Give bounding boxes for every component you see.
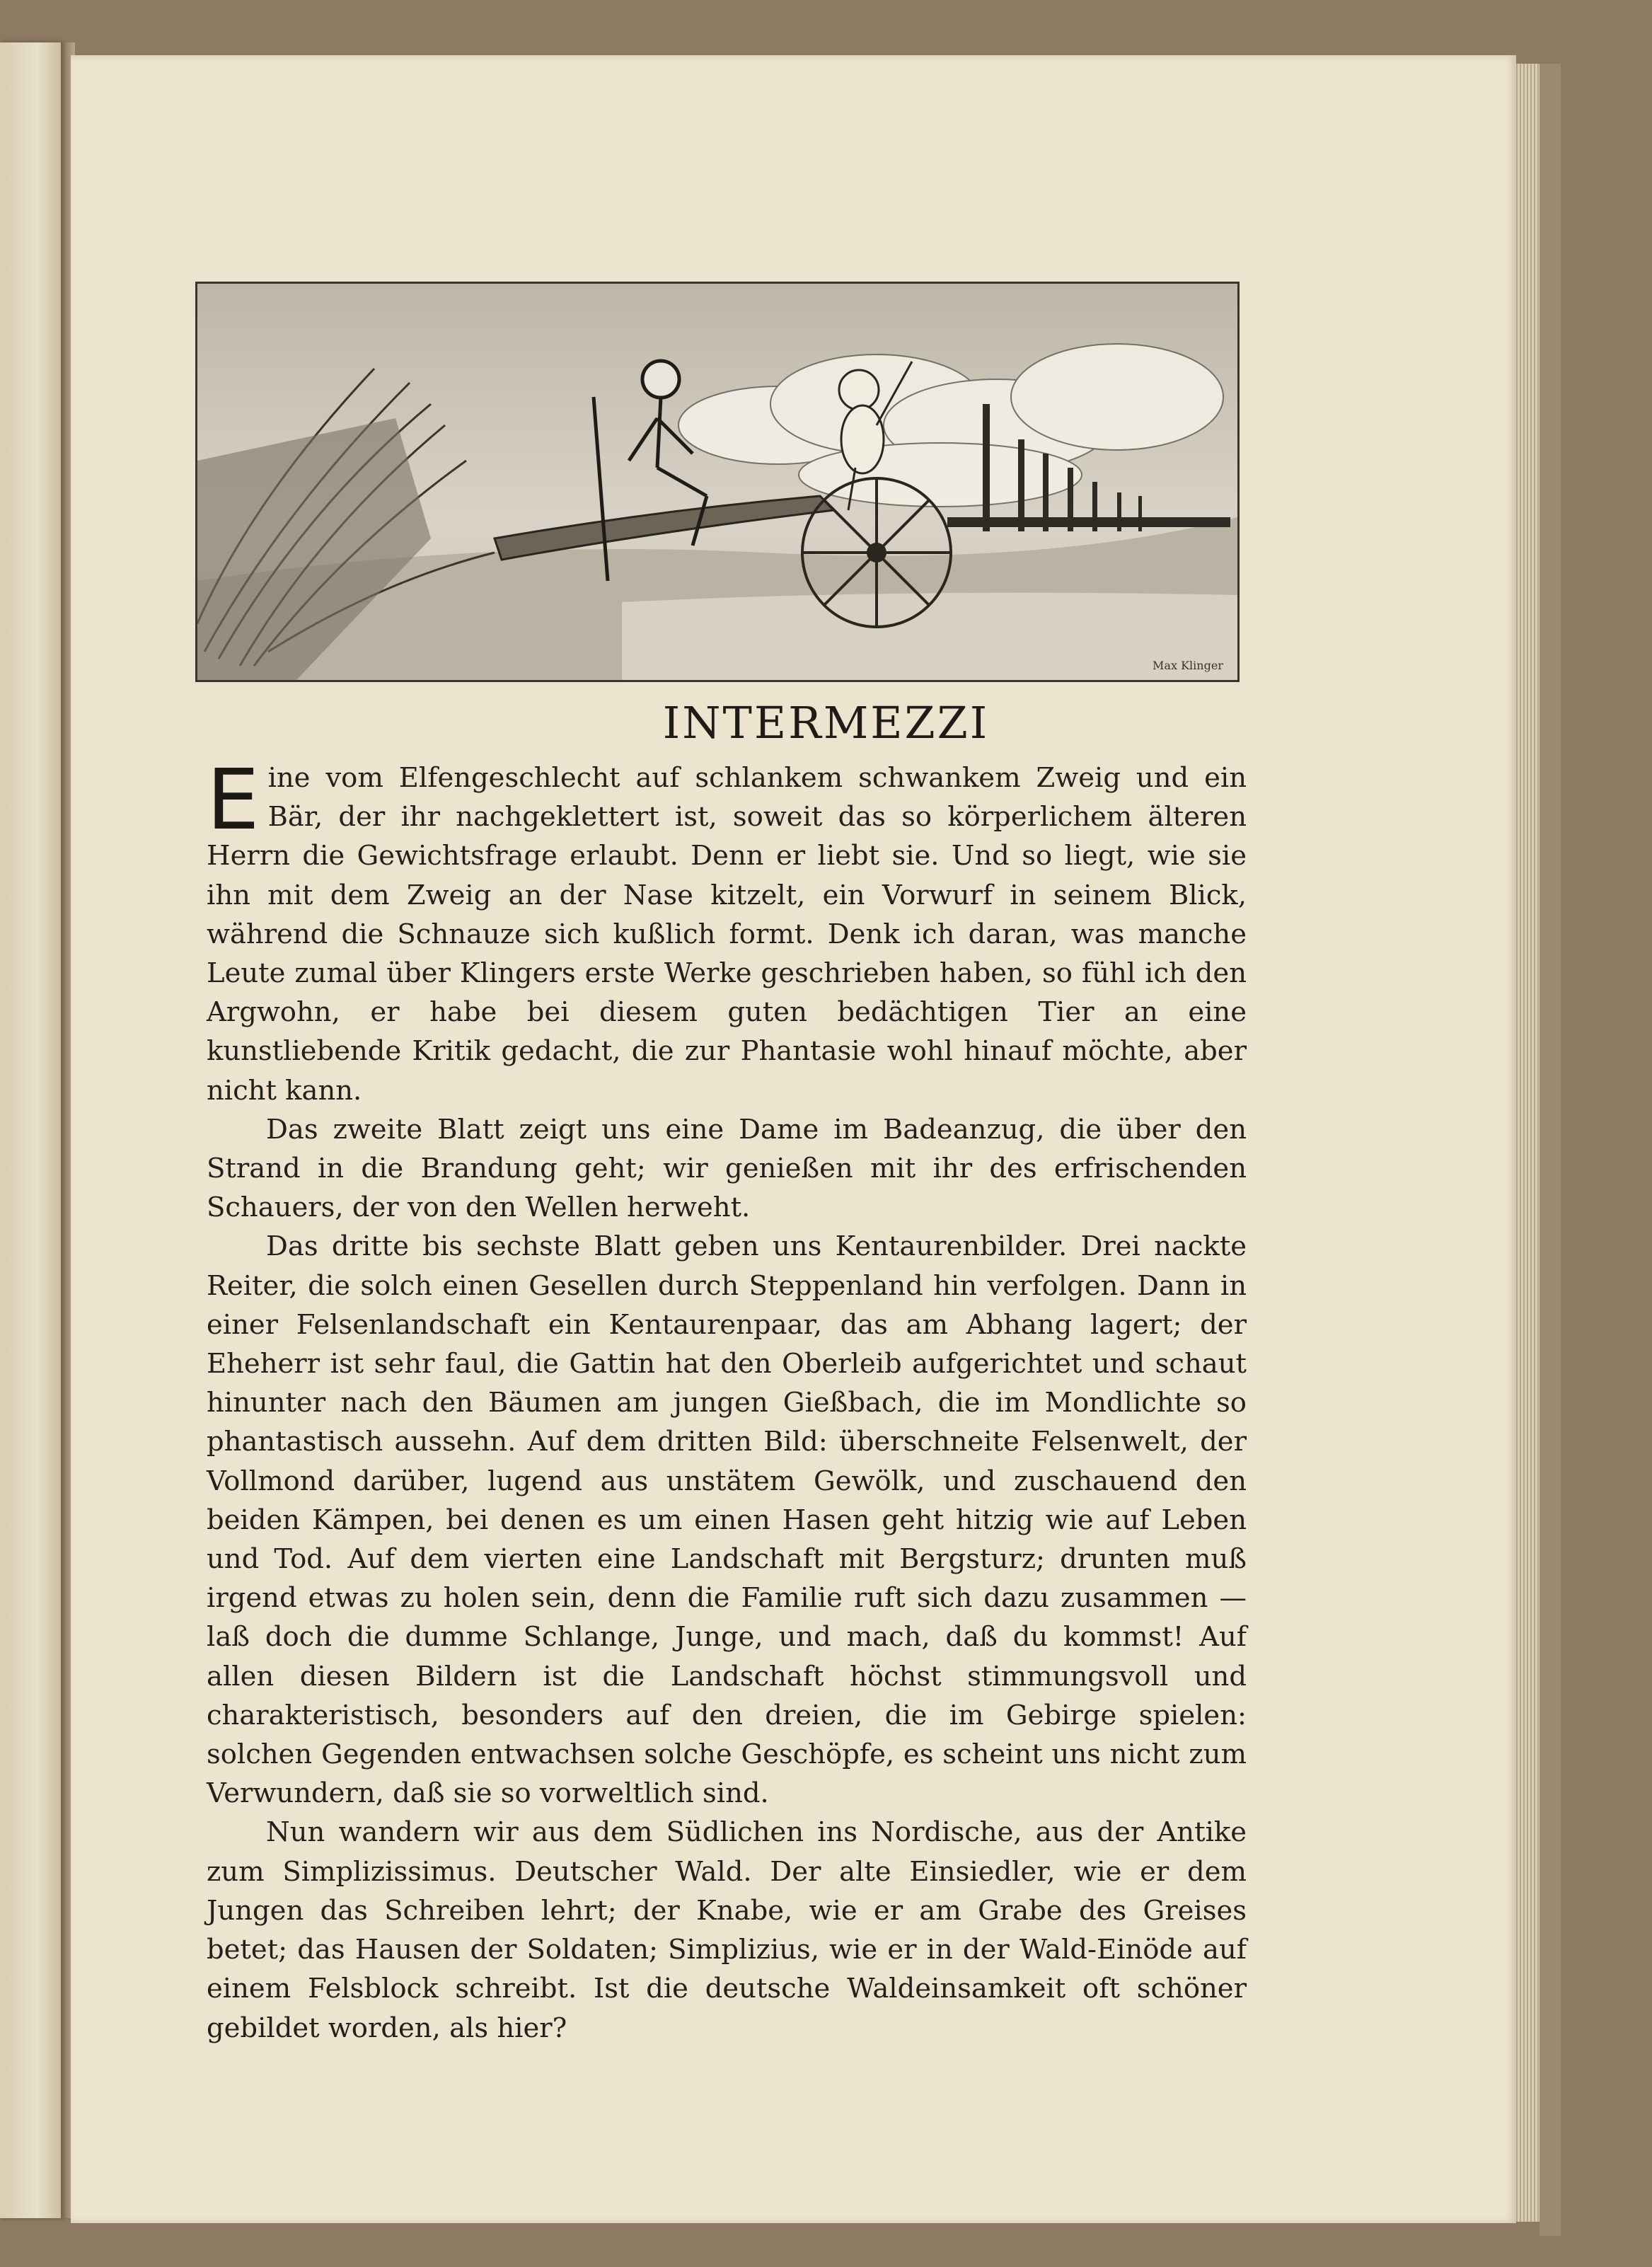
book-cover-edge (1540, 64, 1561, 2236)
cart-wheel (802, 478, 951, 627)
paragraph-1-text: ine vom Elfengeschlecht auf schlankem schwankem Zweig und ein Bär, der ihr nachgeklettert ist, soweit das so körperlichem älteren Herrn die Gewichtsfrage erlaubt. Denn er liebt sie. Und so liegt, wie sie ihn mit dem Zweig an der Nase kitzelt, ein Vorwurf in seinem Blick, während die Schnauze sich kußlich formt. Denk ich daran, was manche Leute zumal über Klingers erste Werke geschrieben haben, so fühl ich den Argwohn, er habe bei diesem guten bedächtigen Tier an eine kunstliebende Kritik gedacht, die zur Phantasie wohl hinauf möchte, aber nicht kann. (207, 762, 1247, 1107)
artist-signature: Max Klinger (1153, 659, 1223, 672)
paragraph-2: Das zweite Blatt zeigt uns eine Dame im Badeanzug, die über den Strand in die Brandung geht; wir genießen mit ihr des erfrischenden Schauers, der von den Wellen herweht. (207, 1113, 1247, 1224)
body-text (207, 751, 1247, 2048)
drop-cap: E (207, 751, 260, 848)
paragraph-4: Nun wandern wir aus dem Südlichen ins Nordische, aus der Antike zum Simplizissimus. Deutscher Wald. Der alte Einsiedler, wie er dem Jungen das Schreiben lehrt; der Knabe, wie er am Grabe des Greises betet; das Hausen der Soldaten; Simplizius, wie er in der Wald-Einöde auf einem Felsblock schreibt. Ist die deutsche Waldeinsamkeit oft schöner gebildet worden, als hier? (207, 1816, 1247, 2044)
paragraph-3: Das dritte bis sechste Blatt geben uns Kentaurenbilder. Drei nackte Reiter, die solch einen Gesellen durch Steppenland hin verfolgen. Dann in einer Felsenlandschaft ein Kentaurenpaar, das am Abhang lagert; der Eheherr ist sehr faul, die Gattin hat den Oberleib aufgerichtet und schaut hinunter nach den Bäumen am jungen Gießbach, die im Mondlichte so phantastisch aussehn. Auf dem dritten Bild: überschneite Felsenwelt, der Vollmond darüber, lugend aus unstätem Gewölk, und zuschauend den beiden Kämpen, bei denen es um einen Hasen geht hitzig wie auf Leben und Tod. Auf dem vierten eine Landschaft mit Bergsturz; drunten muß irgend etwas zu holen sein, denn die Familie ruft sich dazu zusammen — laß doch die dumme Schlange, Junge, und mach, daß du kommst! Auf allen diesen Bildern ist die Landschaft höchst stimmungsvoll und charakteristisch, besonders auf den dreien, die im Gebirge spielen: solchen Gegenden entwachsen solche Geschöpfe, es scheint uns nicht zum Verwundern, daß sie so vorweltlich sind. (207, 1230, 1247, 1810)
header-illustration (195, 282, 1240, 682)
page-stack-edge (1514, 64, 1540, 2222)
left-page-edge (0, 42, 62, 2218)
paragraph-1 (207, 751, 1247, 1110)
illustration-drawing (197, 284, 1237, 680)
page-title: INTERMEZZI (662, 697, 990, 749)
